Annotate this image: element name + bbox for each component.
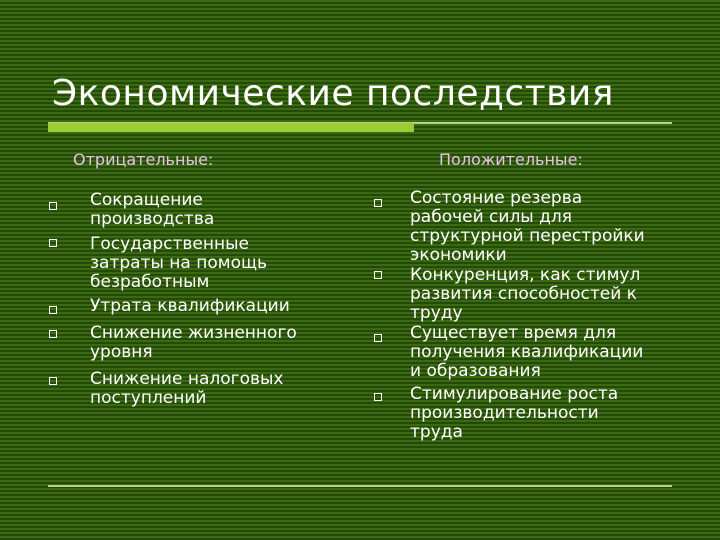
negative-item: Государственные затраты на помощь безработным xyxy=(90,234,268,292)
positive-item: Стимулирование роста производительности труда xyxy=(410,384,619,442)
square-bullet-icon xyxy=(374,393,382,401)
negative-heading: Отрицательные: xyxy=(73,150,214,169)
square-bullet-icon xyxy=(49,239,57,247)
negative-item: Утрата квалификации xyxy=(90,296,290,316)
square-bullet-icon xyxy=(374,271,382,279)
square-bullet-icon xyxy=(374,199,382,207)
positive-item: Конкуренция, как стимул развития способностей к труду xyxy=(410,265,641,323)
square-bullet-icon xyxy=(374,334,382,342)
slide-title: Экономические последствия xyxy=(52,73,614,114)
positive-heading: Положительные: xyxy=(439,150,583,169)
title-accent-bar xyxy=(48,123,414,132)
positive-item: Состояние резерва рабочей силы для структурной перестройки экономики xyxy=(410,188,645,265)
negative-item: Снижение жизненного уровня xyxy=(90,323,297,362)
square-bullet-icon xyxy=(49,377,57,385)
square-bullet-icon xyxy=(49,306,57,314)
negative-item: Сокращение производства xyxy=(90,190,215,229)
positive-item: Существует время для получения квалификации и образования xyxy=(410,323,644,381)
square-bullet-icon xyxy=(49,202,57,210)
square-bullet-icon xyxy=(49,330,57,338)
bottom-divider-line xyxy=(48,485,672,487)
negative-item: Снижение налоговых поступлений xyxy=(90,369,284,408)
